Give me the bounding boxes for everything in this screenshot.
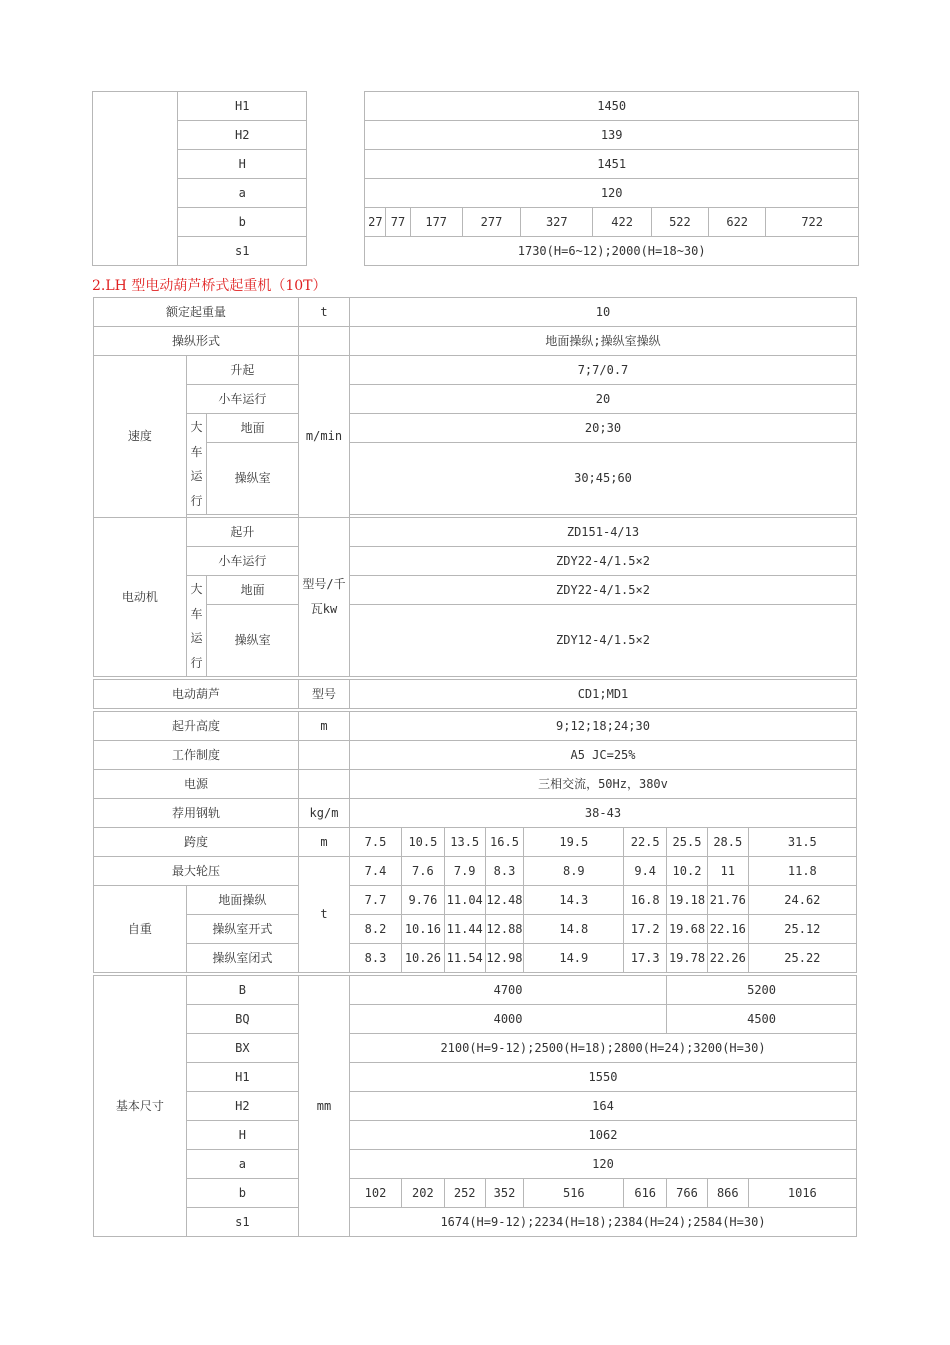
row-label: B: [186, 976, 298, 1005]
table-row: [94, 976, 857, 1005]
row-label: 操纵室: [207, 605, 299, 677]
row-label: 起升高度: [94, 712, 299, 741]
value-cell: 866: [707, 1179, 748, 1208]
value-cell: 31.5: [748, 828, 856, 857]
subgroup-label: 大车运行: [186, 414, 206, 515]
row-label: 起升: [186, 518, 298, 547]
value-cell: 20;30: [349, 414, 856, 443]
value-cell: 14.3: [524, 886, 624, 915]
value-cell: 28.5: [707, 828, 748, 857]
value-cell: 11: [707, 857, 748, 886]
subgroup-label: 大车运行: [186, 576, 206, 677]
row-label: 荐用钢轨: [94, 799, 299, 828]
table-row: [94, 443, 857, 515]
value-cell: 7;7/0.7: [349, 356, 856, 385]
unit-cell: m: [299, 712, 350, 741]
value-cell: 202: [401, 1179, 444, 1208]
value-cell: 327: [521, 208, 593, 237]
value-cell: 7.6: [401, 857, 444, 886]
value-cell: 10.26: [401, 944, 444, 973]
unit-cell: t: [299, 857, 350, 973]
value-cell: 7.4: [349, 857, 401, 886]
value-cell: 1674(H=9-12);2234(H=18);2384(H=24);2584(H=30): [349, 1208, 856, 1237]
value-cell: 19.68: [667, 915, 708, 944]
value-cell: 622: [709, 208, 766, 237]
unit-cell: mm: [299, 976, 350, 1237]
table-row: [94, 356, 857, 385]
spec-table-top: [92, 91, 859, 266]
table-row: [94, 1179, 857, 1208]
value-cell: 9.76: [401, 886, 444, 915]
value-cell: 17.2: [624, 915, 667, 944]
value-cell: 30;45;60: [349, 443, 856, 515]
value-cell: 2100(H=9-12);2500(H=18);2800(H=24);3200(H=30): [349, 1034, 856, 1063]
value-cell: 4500: [667, 1005, 857, 1034]
row-label: b: [186, 1179, 298, 1208]
group-label: 电动机: [94, 518, 187, 677]
row-label: 额定起重量: [94, 298, 299, 327]
value-cell: 4000: [349, 1005, 666, 1034]
value-cell: ZD151-4/13: [349, 518, 856, 547]
table-row: [94, 1034, 857, 1063]
empty-cell: [93, 92, 178, 266]
row-label: s1: [178, 237, 307, 266]
value-cell: 19.78: [667, 944, 708, 973]
value-cell: 12.48: [485, 886, 524, 915]
value-cell: 19.5: [524, 828, 624, 857]
value-cell: 27: [365, 208, 386, 237]
table-row: [94, 1092, 857, 1121]
value-cell: 177: [410, 208, 462, 237]
row-label: 地面操纵: [186, 886, 298, 915]
unit-cell: [299, 327, 350, 356]
value-cell: ZDY12-4/1.5×2: [349, 605, 856, 677]
value-cell: 10: [349, 298, 856, 327]
table-row: [94, 915, 857, 944]
value-cell: 8.2: [349, 915, 401, 944]
value-cell: 22.26: [707, 944, 748, 973]
row-label: 操纵形式: [94, 327, 299, 356]
table-row: [94, 385, 857, 414]
value-cell: 139: [365, 121, 859, 150]
table-row: [93, 150, 859, 179]
value-cell: 422: [593, 208, 651, 237]
row-label: 最大轮压: [94, 857, 299, 886]
row-label: 地面: [207, 576, 299, 605]
value-cell: CD1;MD1: [349, 680, 856, 709]
value-cell: 20: [349, 385, 856, 414]
value-cell: 地面操纵;操纵室操纵: [349, 327, 856, 356]
value-cell: 616: [624, 1179, 667, 1208]
row-label: 小车运行: [186, 547, 298, 576]
value-cell: 14.9: [524, 944, 624, 973]
row-label: 操纵室开式: [186, 915, 298, 944]
row-label: BX: [186, 1034, 298, 1063]
value-cell: 38-43: [349, 799, 856, 828]
table-row: [93, 237, 859, 266]
group-label: 自重: [94, 886, 187, 973]
table-row: [94, 1208, 857, 1237]
value-cell: 24.62: [748, 886, 856, 915]
value-cell: 22.16: [707, 915, 748, 944]
row-label: 操纵室: [207, 443, 299, 515]
table-row: [94, 770, 857, 799]
value-cell: 16.5: [485, 828, 524, 857]
value-cell: 1016: [748, 1179, 856, 1208]
value-cell: 516: [524, 1179, 624, 1208]
unit-cell: t: [299, 298, 350, 327]
section-title: 2.LH 型电动葫芦桥式起重机（10T）: [92, 278, 327, 294]
table-row: [94, 327, 857, 356]
table-row: [94, 712, 857, 741]
table-row: [94, 1150, 857, 1179]
value-cell: 766: [667, 1179, 708, 1208]
value-cell: 9;12;18;24;30: [349, 712, 856, 741]
table-row: [94, 857, 857, 886]
row-label: H1: [186, 1063, 298, 1092]
table-row: [94, 680, 857, 709]
row-label: H: [186, 1121, 298, 1150]
value-cell: 102: [349, 1179, 401, 1208]
row-label: 小车运行: [186, 385, 298, 414]
row-label: 操纵室闭式: [186, 944, 298, 973]
row-label: H2: [178, 121, 307, 150]
value-cell: 17.3: [624, 944, 667, 973]
row-label: H: [178, 150, 307, 179]
value-cell: 522: [651, 208, 708, 237]
value-cell: 10.5: [401, 828, 444, 857]
row-label: 跨度: [94, 828, 299, 857]
value-cell: 1450: [365, 92, 859, 121]
value-cell: 352: [485, 1179, 524, 1208]
table-row: [93, 179, 859, 208]
table-row: [94, 741, 857, 770]
table-row: [94, 605, 857, 677]
value-cell: 11.04: [444, 886, 485, 915]
unit-cell: m/min: [299, 356, 350, 518]
value-cell: 8.3: [349, 944, 401, 973]
value-cell: 277: [462, 208, 520, 237]
value-cell: 4700: [349, 976, 666, 1005]
table-row: [94, 414, 857, 443]
value-cell: 三相交流，50Hz，380v: [349, 770, 856, 799]
value-cell: 120: [365, 179, 859, 208]
table-row: [94, 576, 857, 605]
value-cell: 21.76: [707, 886, 748, 915]
table-row: [93, 208, 859, 237]
unit-cell: kg/m: [299, 799, 350, 828]
value-cell: 7.7: [349, 886, 401, 915]
value-cell: 252: [444, 1179, 485, 1208]
unit-cell: [307, 92, 365, 266]
row-label: H1: [178, 92, 307, 121]
row-label: H2: [186, 1092, 298, 1121]
value-cell: 164: [349, 1092, 856, 1121]
row-label: s1: [186, 1208, 298, 1237]
value-cell: 14.8: [524, 915, 624, 944]
table-row: [94, 298, 857, 327]
table-row: [94, 1005, 857, 1034]
row-label: b: [178, 208, 307, 237]
value-cell: 12.88: [485, 915, 524, 944]
value-cell: 7.9: [444, 857, 485, 886]
value-cell: 9.4: [624, 857, 667, 886]
table-row: [94, 944, 857, 973]
table-row: [94, 828, 857, 857]
value-cell: 13.5: [444, 828, 485, 857]
value-cell: 1730(H=6~12);2000(H=18~30): [365, 237, 859, 266]
unit-cell: 型号/千瓦kw: [299, 518, 350, 677]
row-label: 电动葫芦: [94, 680, 299, 709]
group-label: 基本尺寸: [94, 976, 187, 1237]
table-row: [94, 799, 857, 828]
row-label: a: [186, 1150, 298, 1179]
value-cell: 77: [386, 208, 410, 237]
row-label: BQ: [186, 1005, 298, 1034]
value-cell: 10.2: [667, 857, 708, 886]
table-row: [94, 518, 857, 547]
row-label: 升起: [186, 356, 298, 385]
row-label: 电源: [94, 770, 299, 799]
value-cell: 25.5: [667, 828, 708, 857]
value-cell: 1550: [349, 1063, 856, 1092]
value-cell: 5200: [667, 976, 857, 1005]
table-row: [94, 886, 857, 915]
value-cell: 1451: [365, 150, 859, 179]
table-row: [94, 1121, 857, 1150]
value-cell: 25.22: [748, 944, 856, 973]
value-cell: 25.12: [748, 915, 856, 944]
value-cell: 19.18: [667, 886, 708, 915]
value-cell: ZDY22-4/1.5×2: [349, 547, 856, 576]
value-cell: 7.5: [349, 828, 401, 857]
value-cell: 11.8: [748, 857, 856, 886]
table-row: [94, 547, 857, 576]
unit-cell: m: [299, 828, 350, 857]
table-row: [93, 92, 859, 121]
unit-cell: [299, 770, 350, 799]
value-cell: 12.98: [485, 944, 524, 973]
unit-cell: 型号: [299, 680, 350, 709]
value-cell: 11.44: [444, 915, 485, 944]
row-label: 地面: [207, 414, 299, 443]
value-cell: 8.3: [485, 857, 524, 886]
table-row: [94, 1063, 857, 1092]
value-cell: 8.9: [524, 857, 624, 886]
value-cell: 10.16: [401, 915, 444, 944]
row-label: a: [178, 179, 307, 208]
value-cell: 16.8: [624, 886, 667, 915]
table-row: [93, 121, 859, 150]
value-cell: 120: [349, 1150, 856, 1179]
value-cell: 722: [766, 208, 859, 237]
row-label: 工作制度: [94, 741, 299, 770]
spec-table-lh: [93, 297, 857, 1237]
value-cell: 22.5: [624, 828, 667, 857]
group-label: 速度: [94, 356, 187, 518]
value-cell: 11.54: [444, 944, 485, 973]
unit-cell: [299, 741, 350, 770]
value-cell: ZDY22-4/1.5×2: [349, 576, 856, 605]
value-cell: 1062: [349, 1121, 856, 1150]
value-cell: A5 JC=25%: [349, 741, 856, 770]
